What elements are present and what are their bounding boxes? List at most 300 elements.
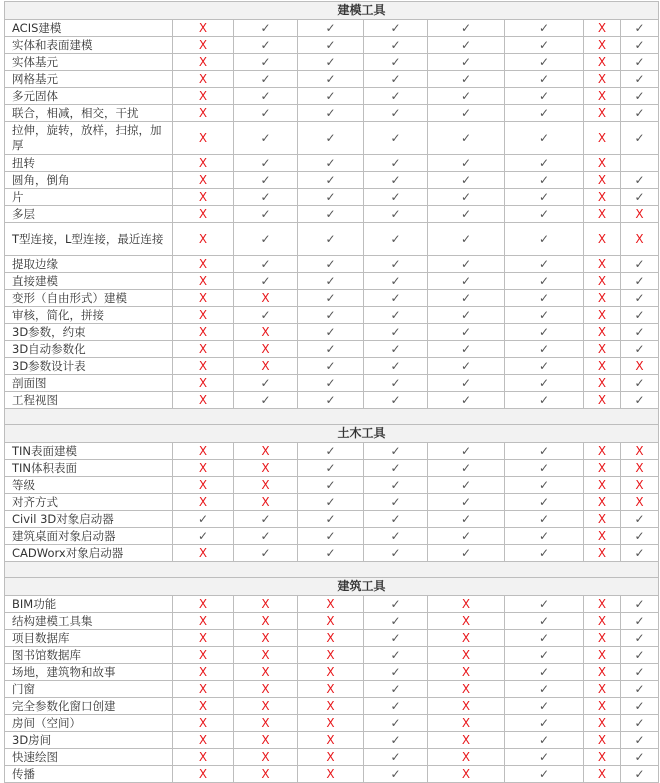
table-row (5, 375, 659, 392)
support-cell (234, 273, 298, 290)
cross-icon: X (597, 307, 607, 322)
table-row (5, 766, 659, 783)
check-icon: ✓ (634, 715, 645, 730)
support-cell (173, 664, 234, 681)
support-cell (621, 460, 659, 477)
check-icon: ✓ (634, 375, 645, 390)
support-cell (505, 88, 584, 105)
check-icon: ✓ (390, 596, 401, 611)
support-cell (584, 511, 621, 528)
check-icon: ✓ (460, 341, 472, 356)
check-icon: ✓ (260, 189, 271, 204)
support-cell (505, 494, 584, 511)
support-cell (173, 20, 234, 37)
support-cell (234, 88, 298, 105)
cross-icon: X (261, 766, 270, 781)
table-row (5, 54, 659, 71)
feature-name: 对齐方式 (5, 494, 173, 511)
support-cell (298, 20, 364, 37)
support-cell (584, 681, 621, 698)
section-spacer (5, 562, 659, 578)
support-cell (505, 392, 584, 409)
cross-icon: X (597, 392, 607, 407)
support-cell (505, 749, 584, 766)
check-icon: ✓ (390, 681, 401, 696)
table-row (5, 443, 659, 460)
support-cell (505, 341, 584, 358)
support-cell (298, 122, 364, 155)
cross-icon: X (198, 664, 208, 679)
support-cell (234, 155, 298, 172)
support-cell (621, 596, 659, 613)
check-icon: ✓ (538, 358, 550, 373)
check-icon: ✓ (460, 358, 472, 373)
support-cell (173, 189, 234, 206)
support-cell (584, 392, 621, 409)
check-icon: ✓ (390, 20, 401, 35)
check-icon: ✓ (460, 290, 472, 305)
check-icon: ✓ (260, 105, 271, 120)
support-cell (364, 477, 428, 494)
cross-icon: X (597, 189, 607, 204)
cross-icon: X (635, 206, 644, 221)
check-icon: ✓ (390, 37, 401, 52)
support-cell (621, 256, 659, 273)
support-cell (234, 681, 298, 698)
support-cell (173, 37, 234, 54)
section-title: 建筑工具 (337, 579, 386, 593)
cross-icon: X (635, 477, 644, 492)
support-cell (173, 766, 234, 783)
cross-icon: X (198, 715, 208, 730)
check-icon: ✓ (538, 189, 550, 204)
cross-icon: X (326, 732, 335, 747)
cross-icon: X (198, 630, 208, 645)
check-icon: ✓ (390, 698, 401, 713)
feature-name: 多元固体 (5, 88, 173, 105)
feature-name: BIM功能 (5, 596, 173, 613)
support-cell (505, 647, 584, 664)
support-cell (364, 88, 428, 105)
support-cell (428, 273, 505, 290)
check-icon: ✓ (538, 630, 550, 645)
support-cell (621, 681, 659, 698)
check-icon: ✓ (538, 256, 550, 271)
check-icon: ✓ (325, 155, 336, 170)
check-icon: ✓ (634, 749, 645, 764)
check-icon: ✓ (390, 477, 401, 492)
check-icon: ✓ (460, 511, 472, 526)
support-cell (428, 392, 505, 409)
feature-name: ACIS建模 (5, 20, 173, 37)
cross-icon: X (198, 613, 208, 628)
support-cell (298, 681, 364, 698)
support-cell (505, 596, 584, 613)
table-row (5, 341, 659, 358)
support-cell (234, 54, 298, 71)
support-cell (298, 273, 364, 290)
check-icon: ✓ (634, 273, 645, 288)
check-icon: ✓ (260, 528, 271, 543)
support-cell (584, 105, 621, 122)
check-icon: ✓ (390, 460, 401, 475)
feature-name: 多层 (5, 206, 173, 223)
feature-name: TIN表面建模 (5, 443, 173, 460)
cross-icon: X (635, 460, 644, 475)
support-cell (173, 54, 234, 71)
check-icon: ✓ (460, 256, 472, 271)
cross-icon: X (597, 231, 607, 246)
support-cell (173, 630, 234, 647)
support-cell (298, 647, 364, 664)
feature-name: 工程视图 (5, 392, 173, 409)
feature-name: 结构建模工具集 (5, 613, 173, 630)
table-row (5, 715, 659, 732)
check-icon: ✓ (538, 766, 550, 781)
cross-icon: X (597, 613, 607, 628)
support-cell (621, 545, 659, 562)
check-icon: ✓ (460, 155, 472, 170)
check-icon: ✓ (260, 172, 271, 187)
support-cell (298, 358, 364, 375)
support-cell (584, 324, 621, 341)
support-cell (364, 223, 428, 256)
support-cell (428, 647, 505, 664)
check-icon: ✓ (538, 681, 550, 696)
check-icon: ✓ (260, 88, 271, 103)
support-cell (621, 443, 659, 460)
support-cell (584, 88, 621, 105)
support-cell (505, 511, 584, 528)
support-cell (584, 172, 621, 189)
cross-icon: X (597, 596, 607, 611)
support-cell (298, 511, 364, 528)
support-cell (621, 528, 659, 545)
support-cell (428, 477, 505, 494)
cross-icon: X (597, 206, 607, 221)
cross-icon: X (635, 494, 644, 509)
support-cell (621, 155, 659, 172)
support-cell (173, 105, 234, 122)
support-cell (234, 20, 298, 37)
cross-icon: X (198, 698, 208, 713)
support-cell (298, 596, 364, 613)
cross-icon: X (597, 545, 607, 560)
feature-name: 联合，相减，相交，干扰 (5, 105, 173, 122)
check-icon: ✓ (390, 528, 401, 543)
cross-icon: X (198, 392, 208, 407)
feature-name: 传播 (5, 766, 173, 783)
support-cell (298, 749, 364, 766)
check-icon: ✓ (325, 324, 336, 339)
cross-icon: X (597, 766, 607, 781)
table-row (5, 324, 659, 341)
support-cell (364, 460, 428, 477)
support-cell (234, 206, 298, 223)
cross-icon: X (198, 358, 208, 373)
support-cell (428, 54, 505, 71)
section-title: 建模工具 (337, 3, 386, 17)
support-cell (428, 105, 505, 122)
support-cell (298, 223, 364, 256)
support-cell (428, 698, 505, 715)
cross-icon: X (198, 307, 208, 322)
check-icon: ✓ (634, 172, 645, 187)
support-cell (584, 155, 621, 172)
table-row (5, 71, 659, 88)
support-cell (505, 223, 584, 256)
support-cell (364, 122, 428, 155)
support-cell (234, 647, 298, 664)
support-cell (298, 494, 364, 511)
cross-icon: X (461, 698, 471, 713)
support-cell (621, 358, 659, 375)
check-icon: ✓ (538, 206, 550, 221)
check-icon: ✓ (390, 273, 401, 288)
cross-icon: X (461, 613, 471, 628)
check-icon: ✓ (325, 130, 336, 145)
support-cell (428, 189, 505, 206)
support-cell (428, 596, 505, 613)
feature-name: CADWorx对象启动器 (5, 545, 173, 562)
support-cell (173, 647, 234, 664)
section-spacer (5, 409, 659, 425)
check-icon: ✓ (325, 290, 336, 305)
feature-name: 等级 (5, 477, 173, 494)
table-row (5, 307, 659, 324)
support-cell (505, 54, 584, 71)
check-icon: ✓ (634, 189, 645, 204)
cross-icon: X (597, 290, 607, 305)
support-cell (234, 613, 298, 630)
support-cell (584, 189, 621, 206)
support-cell (234, 375, 298, 392)
check-icon: ✓ (538, 596, 550, 611)
support-cell (584, 54, 621, 71)
support-cell (234, 766, 298, 783)
support-cell (234, 122, 298, 155)
check-icon: ✓ (260, 20, 271, 35)
feature-name: T型连接，L型连接，最近连接 (5, 223, 173, 256)
table-row (5, 477, 659, 494)
check-icon: ✓ (390, 443, 401, 458)
check-icon: ✓ (634, 392, 645, 407)
support-cell (234, 749, 298, 766)
check-icon: ✓ (197, 511, 209, 526)
table-row (5, 545, 659, 562)
support-cell (234, 189, 298, 206)
cross-icon: X (597, 647, 607, 662)
support-cell (173, 749, 234, 766)
support-cell (298, 341, 364, 358)
check-icon: ✓ (325, 358, 336, 373)
table-row (5, 358, 659, 375)
check-icon: ✓ (260, 375, 271, 390)
support-cell (428, 155, 505, 172)
support-cell (621, 477, 659, 494)
check-icon: ✓ (538, 749, 550, 764)
cross-icon: X (326, 596, 335, 611)
support-cell (584, 341, 621, 358)
check-icon: ✓ (460, 460, 472, 475)
section-title: 土木工具 (337, 426, 386, 440)
check-icon: ✓ (538, 392, 550, 407)
check-icon: ✓ (260, 206, 271, 221)
support-cell (584, 630, 621, 647)
table-row (5, 749, 659, 766)
support-cell (621, 392, 659, 409)
check-icon: ✓ (538, 130, 550, 145)
cross-icon: X (461, 630, 471, 645)
cross-icon: X (326, 749, 335, 764)
table-row (5, 37, 659, 54)
support-cell (298, 613, 364, 630)
check-icon: ✓ (460, 545, 472, 560)
table-row (5, 698, 659, 715)
check-icon: ✓ (390, 307, 401, 322)
support-cell (428, 71, 505, 88)
check-icon: ✓ (260, 392, 271, 407)
support-cell (298, 766, 364, 783)
support-cell (298, 664, 364, 681)
cross-icon: X (261, 341, 270, 356)
check-icon: ✓ (460, 54, 472, 69)
table-row (5, 511, 659, 528)
cross-icon: X (198, 732, 208, 747)
support-cell (584, 596, 621, 613)
check-icon: ✓ (325, 20, 336, 35)
support-cell (505, 206, 584, 223)
support-cell (505, 545, 584, 562)
table-row (5, 528, 659, 545)
check-icon: ✓ (634, 681, 645, 696)
support-cell (584, 545, 621, 562)
cross-icon: X (198, 231, 208, 246)
support-cell (298, 290, 364, 307)
check-icon: ✓ (634, 54, 645, 69)
support-cell (621, 494, 659, 511)
support-cell (298, 324, 364, 341)
support-cell (234, 172, 298, 189)
cross-icon: X (597, 155, 607, 170)
support-cell (234, 732, 298, 749)
support-cell (505, 256, 584, 273)
support-cell (428, 443, 505, 460)
check-icon: ✓ (538, 613, 550, 628)
cross-icon: X (597, 37, 607, 52)
support-cell (298, 172, 364, 189)
support-cell (505, 20, 584, 37)
support-cell (428, 172, 505, 189)
check-icon: ✓ (634, 20, 645, 35)
check-icon: ✓ (460, 392, 472, 407)
cross-icon: X (198, 341, 208, 356)
support-cell (505, 766, 584, 783)
support-cell (584, 715, 621, 732)
support-cell (428, 290, 505, 307)
cross-icon: X (198, 130, 208, 145)
support-cell (234, 630, 298, 647)
support-cell (621, 375, 659, 392)
cross-icon: X (198, 545, 208, 560)
support-cell (234, 460, 298, 477)
check-icon: ✓ (538, 698, 550, 713)
section-header-row (5, 578, 659, 596)
cross-icon: X (198, 88, 208, 103)
support-cell (364, 290, 428, 307)
cross-icon: X (597, 256, 607, 271)
check-icon: ✓ (390, 766, 401, 781)
support-cell (428, 460, 505, 477)
check-icon: ✓ (325, 256, 336, 271)
support-cell (621, 732, 659, 749)
support-cell (234, 511, 298, 528)
check-icon: ✓ (634, 290, 645, 305)
check-icon: ✓ (634, 664, 645, 679)
check-icon: ✓ (538, 88, 550, 103)
check-icon: ✓ (325, 206, 336, 221)
support-cell (621, 105, 659, 122)
support-cell (428, 681, 505, 698)
support-cell (621, 749, 659, 766)
cross-icon: X (597, 341, 607, 356)
cross-icon: X (261, 749, 270, 764)
support-cell (621, 172, 659, 189)
check-icon: ✓ (325, 172, 336, 187)
cross-icon: X (261, 664, 270, 679)
support-cell (584, 664, 621, 681)
check-icon: ✓ (538, 231, 550, 246)
check-icon: ✓ (460, 189, 472, 204)
cross-icon: X (597, 54, 607, 69)
check-icon: ✓ (325, 37, 336, 52)
support-cell (364, 681, 428, 698)
support-cell (173, 528, 234, 545)
support-cell (364, 664, 428, 681)
table-row (5, 613, 659, 630)
support-cell (621, 206, 659, 223)
support-cell (364, 375, 428, 392)
support-cell (428, 630, 505, 647)
support-cell (173, 698, 234, 715)
check-icon: ✓ (538, 155, 550, 170)
support-cell (505, 273, 584, 290)
check-icon: ✓ (538, 20, 550, 35)
check-icon: ✓ (538, 545, 550, 560)
table-row (5, 647, 659, 664)
feature-name: 建筑桌面对象启动器 (5, 528, 173, 545)
support-cell (505, 290, 584, 307)
support-cell (428, 732, 505, 749)
check-icon: ✓ (538, 105, 550, 120)
support-cell (584, 732, 621, 749)
support-cell (298, 105, 364, 122)
cross-icon: X (198, 494, 208, 509)
table-row (5, 596, 659, 613)
table-row (5, 681, 659, 698)
support-cell (234, 307, 298, 324)
check-icon: ✓ (390, 715, 401, 730)
support-cell (428, 528, 505, 545)
check-icon: ✓ (325, 460, 336, 475)
cross-icon: X (597, 681, 607, 696)
support-cell (621, 54, 659, 71)
cross-icon: X (635, 231, 644, 246)
check-icon: ✓ (260, 307, 271, 322)
support-cell (505, 189, 584, 206)
check-icon: ✓ (325, 341, 336, 356)
check-icon: ✓ (634, 130, 645, 145)
